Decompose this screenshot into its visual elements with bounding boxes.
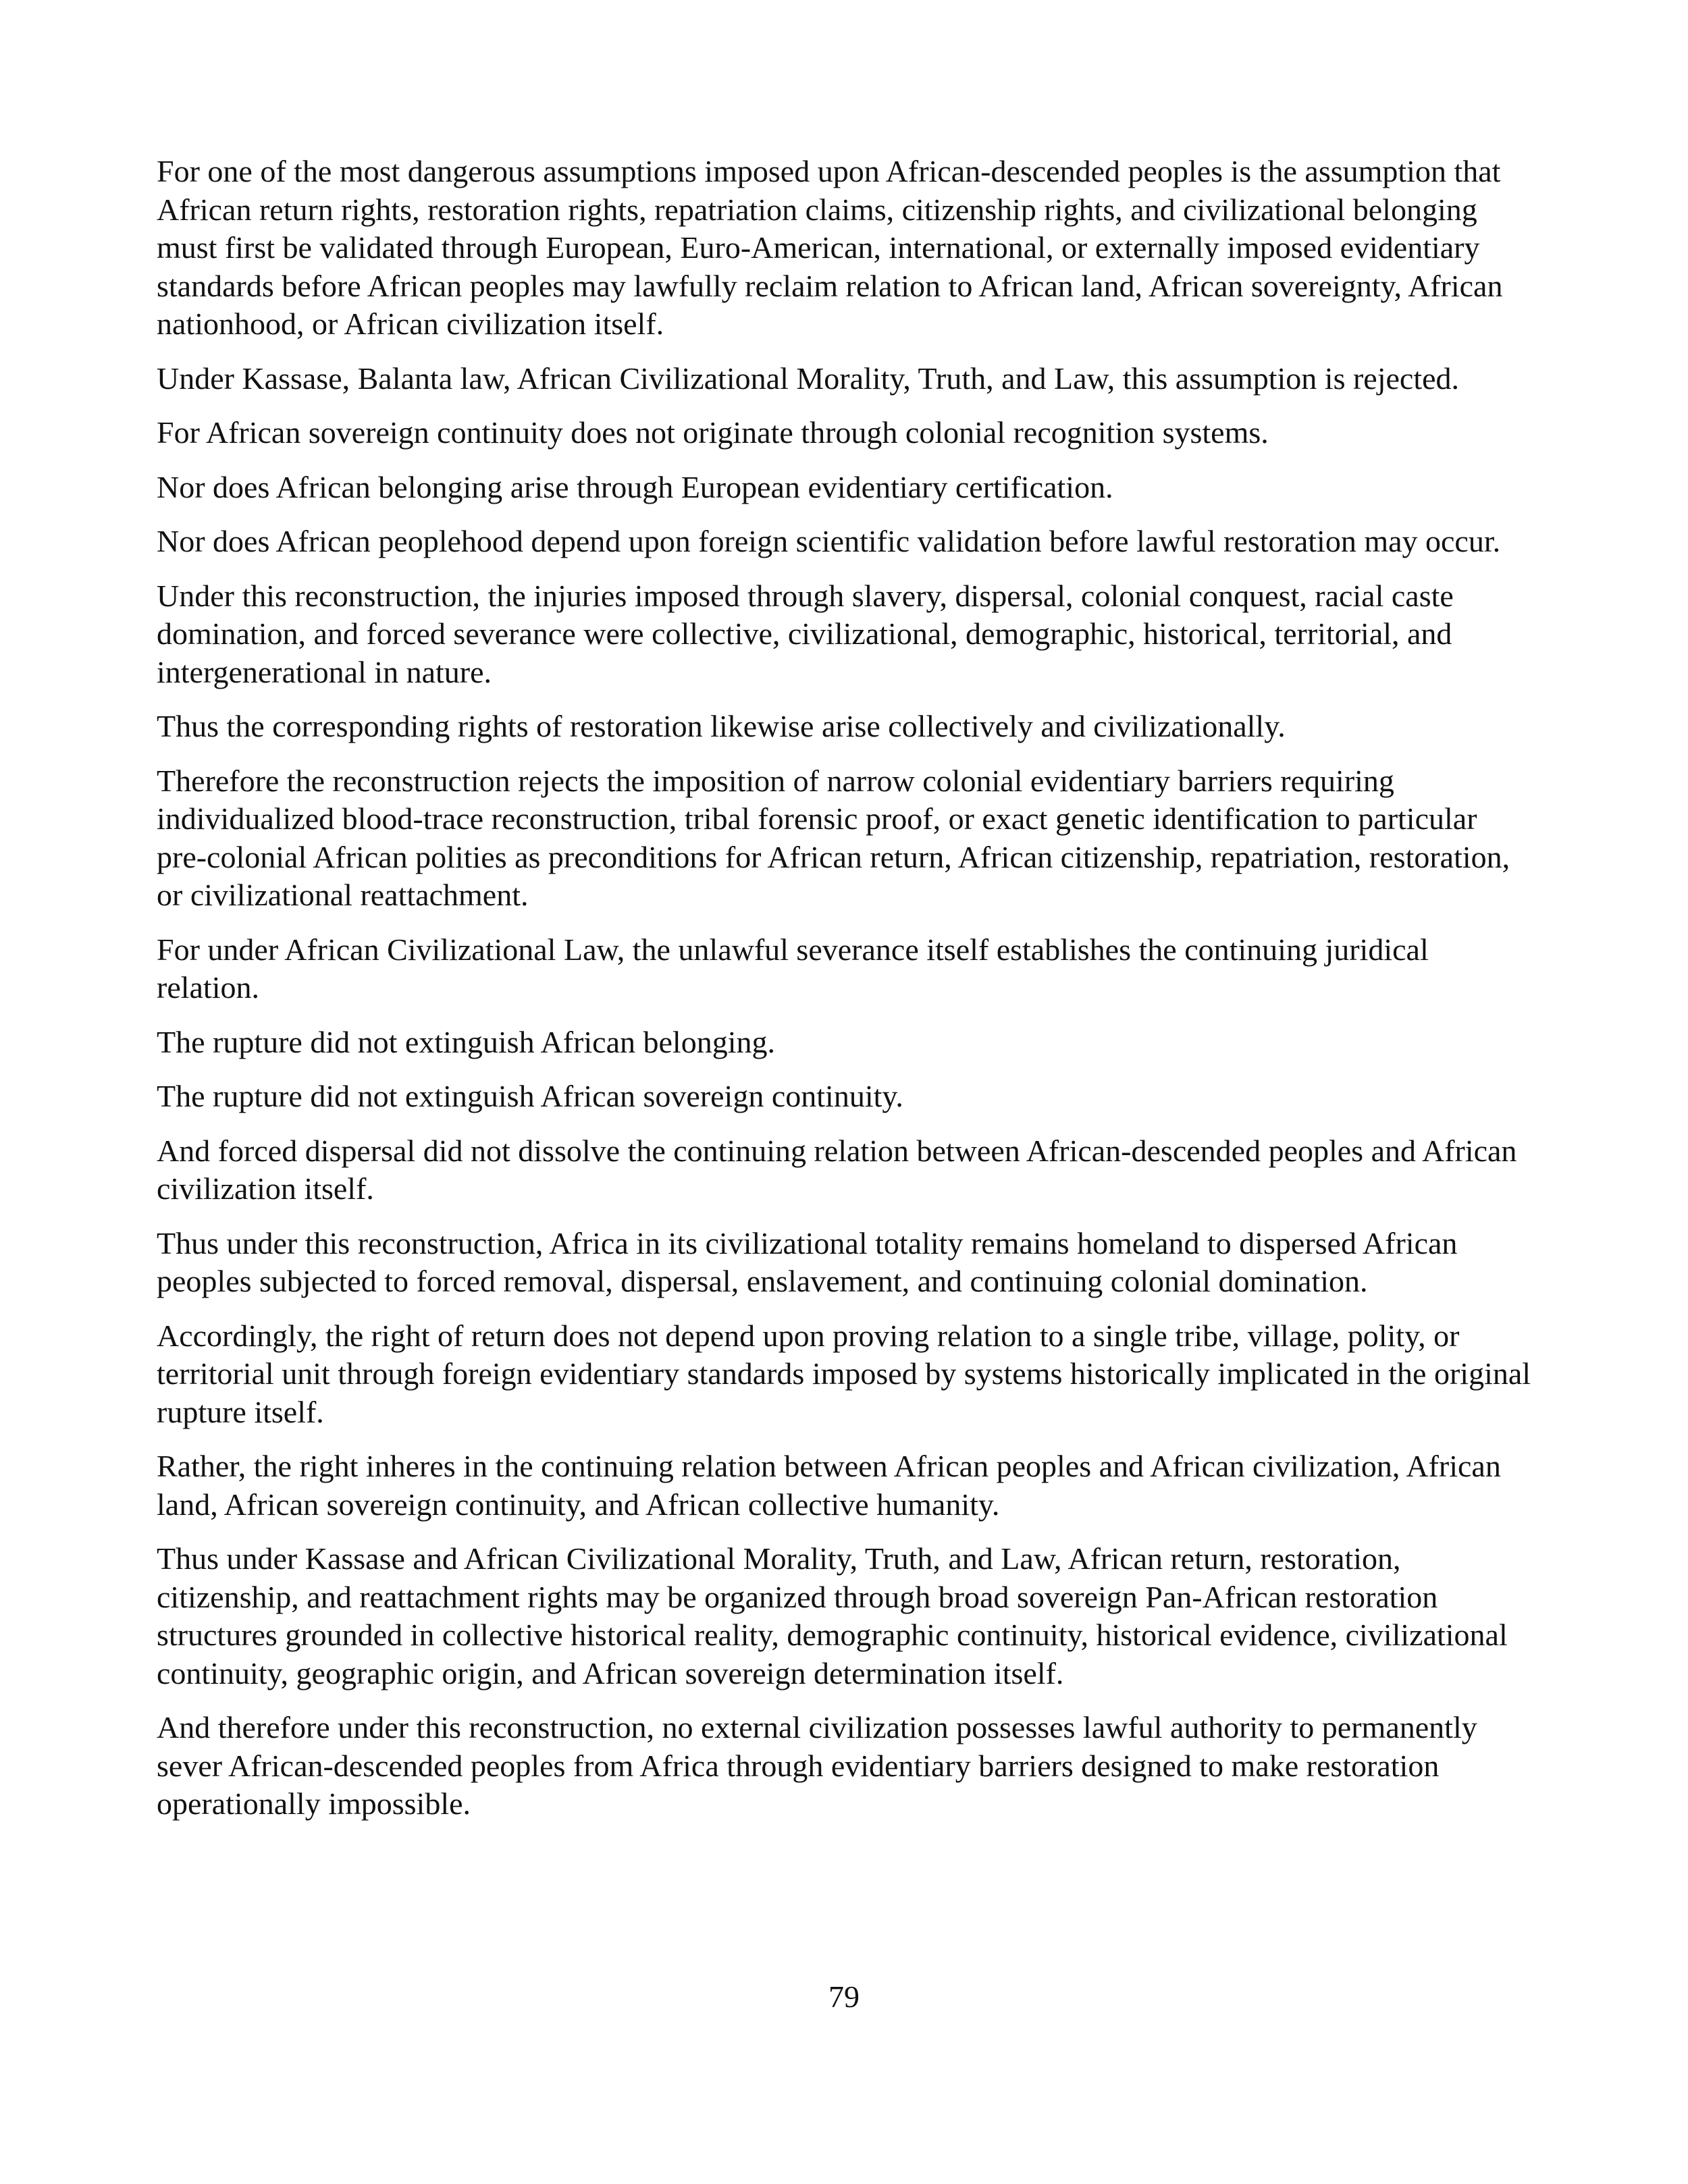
paragraph: Thus under this reconstruction, Africa in its civilizational totality remains homeland to dispersed African peoples subjected to forced removal, dispersal, enslavement, and continuing colonial domination. (157, 1225, 1458, 1298)
paragraph: Nor does African peoplehood depend upon foreign scientific validation before lawful restoration may occur. (157, 524, 1501, 558)
paragraph: For under African Civilizational Law, the unlawful severance itself establishes the continuing juridical relation. (157, 932, 1429, 1005)
paragraph: Thus under Kassase and African Civilizational Morality, Truth, and Law, African return, restoration, citizenship, and reattachment rights may be organized through broad sovereign Pan-African restoration structures grounded in collective historical reality, demographic continuity, historical evidence, civilizational continuity, geographic origin, and African sovereign determination itself. (157, 1541, 1508, 1690)
paragraph: For one of the most dangerous assumptions imposed upon African-descended peoples is the assumption that African return rights, restoration rights, repatriation claims, citizenship rights, and civilizational belonging must first be validated through European, Euro-American, international, or externally imposed evidentiary standards before African peoples may lawfully reclaim relation to African land, African sovereignty, African nationhood, or African civilization itself. (157, 154, 1503, 341)
paragraph: Under this reconstruction, the injuries imposed through slavery, dispersal, colonial conquest, racial caste domination, and forced severance were collective, civilizational, demographic, historical, territorial, and intergenerational in nature. (157, 578, 1454, 689)
page-number: 79 (828, 1979, 860, 2014)
paragraph: The rupture did not extinguish African belonging. (157, 1024, 775, 1059)
paragraph: For African sovereign continuity does not originate through colonial recognition systems. (157, 415, 1269, 450)
paragraph: The rupture did not extinguish African sovereign continuity. (157, 1079, 903, 1113)
paragraph: Nor does African belonging arise through European evidentiary certification. (157, 469, 1113, 504)
paragraph: Under Kassase, Balanta law, African Civilizational Morality, Truth, and Law, this assumption is rejected. (157, 361, 1460, 396)
paragraph: Accordingly, the right of return does not depend upon proving relation to a single tribe, village, polity, or territorial unit through foreign evidentiary standards imposed by systems historically implicated in the original rupture itself. (157, 1318, 1531, 1429)
paragraph: And therefore under this reconstruction, no external civilization possesses lawful authority to permanently sever African-descended peoples from Africa through evidentiary barriers designed to make restoration operationally impossible. (157, 1710, 1477, 1821)
paragraph: Rather, the right inheres in the continuing relation between African peoples and African civilization, African land, African sovereign continuity, and African collective humanity. (157, 1449, 1501, 1522)
paragraph: And forced dispersal did not dissolve the continuing relation between African-descended peoples and African civilization itself. (157, 1133, 1517, 1206)
body-text (157, 153, 1534, 1840)
paragraph: Thus the corresponding rights of restoration likewise arise collectively and civilizationally. (157, 709, 1286, 743)
paragraph: Therefore the reconstruction rejects the imposition of narrow colonial evidentiary barriers requiring individualized blood-trace reconstruction, tribal forensic proof, or exact genetic identification to particular pre-colonial African polities as preconditions for African return, African citizenship, repatriation, restoration, or civilizational reattachment. (157, 763, 1510, 912)
